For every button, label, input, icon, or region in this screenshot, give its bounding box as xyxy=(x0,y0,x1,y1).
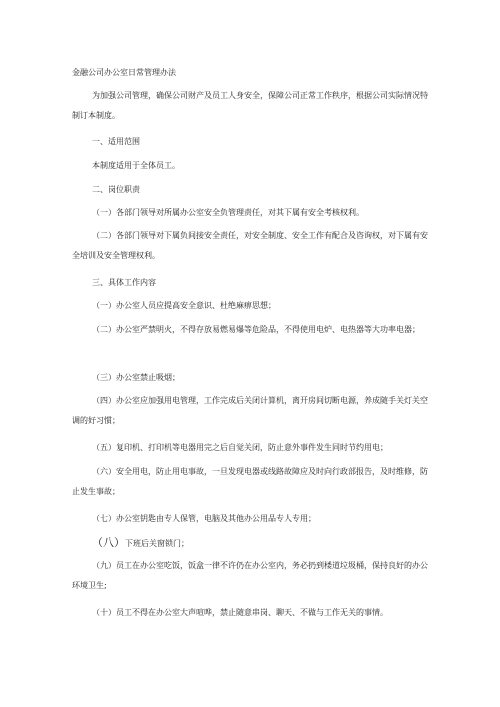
work-item: （二）办公室严禁明火，不得存放易燃易爆等危险品，不得使用电炉、电热器等大功率电器； xyxy=(92,325,420,334)
work-item: （一）办公室人员应提高安全意识、杜绝麻痹思想； xyxy=(92,301,276,310)
section-heading-duties: 二、岗位职责 xyxy=(92,185,140,194)
item-text: 下班后关窗锁门； xyxy=(125,539,189,548)
work-item: （三）办公室禁止吸烟； xyxy=(92,373,180,382)
work-item: （七）办公室钥匙由专人保管，电脑及其他办公用品专人专用； xyxy=(92,514,316,523)
work-item: （五）复印机、打印机等电器用完之后自觉关闭，防止意外事件发生同时节约用电； xyxy=(92,443,388,452)
work-item: （四）办公室应加强用电管理，工作完成后关闭计算机，离开房间切断电源，养成随手关灯关空调的好习惯； xyxy=(72,396,428,425)
work-item-8 xyxy=(72,533,428,554)
work-item: （六）安全用电，防止用电事故，一旦发现电器或线路故障应及时向行政部报告，及时维修，防止发生事故； xyxy=(72,467,428,496)
duty-item: （二）各部门领导对下属负间接安全责任，对安全制度、安全工作有配合及咨询权，对下属有安全培训及安全管理权利。 xyxy=(72,231,428,260)
duty-item: （一）各部门领导对所属办公室安全负管理责任，对其下属有安全考核权利。 xyxy=(92,208,364,217)
item-number: （八） xyxy=(92,536,125,549)
document-title: 金融公司办公室日常管理办法 xyxy=(72,68,176,77)
work-item: （十）员工不得在办公室大声喧哗，禁止随意串岗、聊天、不做与工作无关的事情。 xyxy=(92,608,388,617)
scope-text: 本制度适用于全体员工。 xyxy=(92,161,180,170)
work-item: （九）员工在办公室吃饭，饭盒一律不许仍在办公室内，务必扔到楼道垃圾桶，保持良好的办公环境卫生; xyxy=(72,561,428,590)
section-heading-scope: 一、适用范围 xyxy=(92,137,140,146)
intro-paragraph: 为加强公司管理，确保公司财产及员工人身安全，保障公司正常工作秩序，根据公司实际情况特制订本制度。 xyxy=(72,91,428,120)
section-heading-work: 三、具体工作内容 xyxy=(92,278,156,287)
